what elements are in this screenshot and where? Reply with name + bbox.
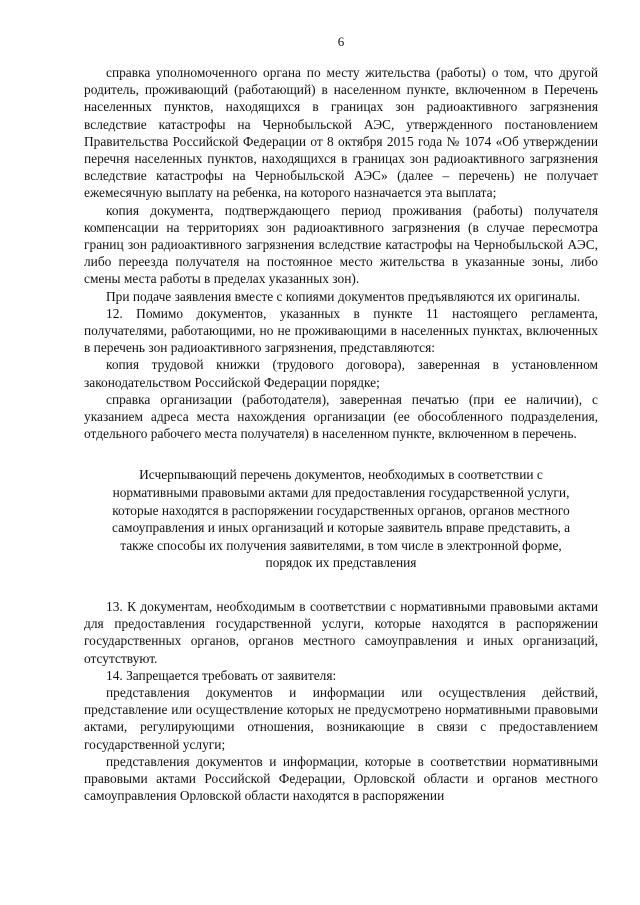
- paragraph-prohibition-actions: представления документов и информации или осуществления действий, представление или осуществление которых не предусмотрено нормативными правовыми актами, регулирующими отношения, возникающие в связи с предоставлением государственной услуги;: [84, 685, 598, 752]
- heading-line: также способы их получения заявителями, в том числе в электронной форме,: [120, 537, 562, 553]
- paragraph-prohibition-documents: представления документов и информации, которые в соответствии нормативными правовыми актами Российской Федерации, Орловской области и органов местного самоуправления Орловской области находятся в распоряжении: [84, 753, 598, 804]
- page-number: 6: [337, 34, 345, 49]
- section-heading: [84, 466, 598, 572]
- paragraph-clause-14: 14. Запрещается требовать от заявителя:: [106, 667, 337, 683]
- paragraph-clause-12: 12. Помимо документов, указанных в пункте 11 настоящего регламента, получателями, работающими, но не проживающими в населенных пунктах, включенных в перечень зон радиоактивного загрязнения, представляются:: [84, 305, 598, 356]
- paragraph-employment-record: копия трудовой книжки (трудового договора), заверенная в установленном законодательством Российской Федерации порядке;: [84, 357, 598, 390]
- heading-line: порядок их представления: [265, 555, 417, 571]
- paragraph-certificate-authority: справка уполномоченного органа по месту жительства (работы) о том, что другой родитель, проживающий (работающий) в населенном пункте, включенном в Перечень населенных пунктов, находящихся в границах зон радиоактивного загрязнения вследствие катастрофы на Чернобыльской АЭС, утвержденного постановлением Правительства Российской Федерации от 8 октября 2015 года № 1074 «Об утверждении перечня населенных пунктов, находящихся в границах зон радиоактивного загрязнения вследствие катастрофы на Чернобыльской АЭС» (далее – перечень) не получает ежемесячную выплату на ребенка, на которого назначается эта выплата;: [84, 65, 598, 201]
- paragraph-residence-proof: копия документа, подтверждающего период проживания (работы) получателя компенсации на территориях зон радиоактивного загрязнения (в случае пересмотра границ зон радиоактивного загрязнения вследствие катастрофы на Чернобыльской АЭС, либо переезда получателя на постоянное место жительства в указанные зоны, либо смены места работы в пределах указанных зон).: [84, 202, 598, 287]
- paragraph-employer-certificate: справка организации (работодателя), заверенная печатью (при ее наличии), с указанием адреса места нахождения организации (ее обособленного подразделения, отдельного рабочего места получателя) в населенном пункте, включенном в перечень.: [84, 391, 598, 442]
- paragraph-originals: При подаче заявления вместе с копиями документов предъявляются их оригиналы.: [106, 288, 581, 304]
- paragraph-clause-13: 13. К документам, необходимым в соответствии с нормативными правовыми актами для предоставления государственной услуги, которые находятся в распоряжении государственных органов, органов местного самоуправления и иных организаций, отсутствуют.: [84, 599, 598, 666]
- heading-line: Исчерпывающий перечень документов, необходимых в соответствии с: [139, 467, 543, 483]
- document-body: [84, 64, 598, 804]
- heading-line: которые находятся в распоряжении государственных органов, органов местного: [112, 502, 570, 518]
- heading-line: нормативными правовыми актами для предоставления государственной услуги,: [112, 485, 570, 501]
- heading-line: самоуправления и иных организаций и которые заявитель вправе представить, а: [111, 520, 571, 536]
